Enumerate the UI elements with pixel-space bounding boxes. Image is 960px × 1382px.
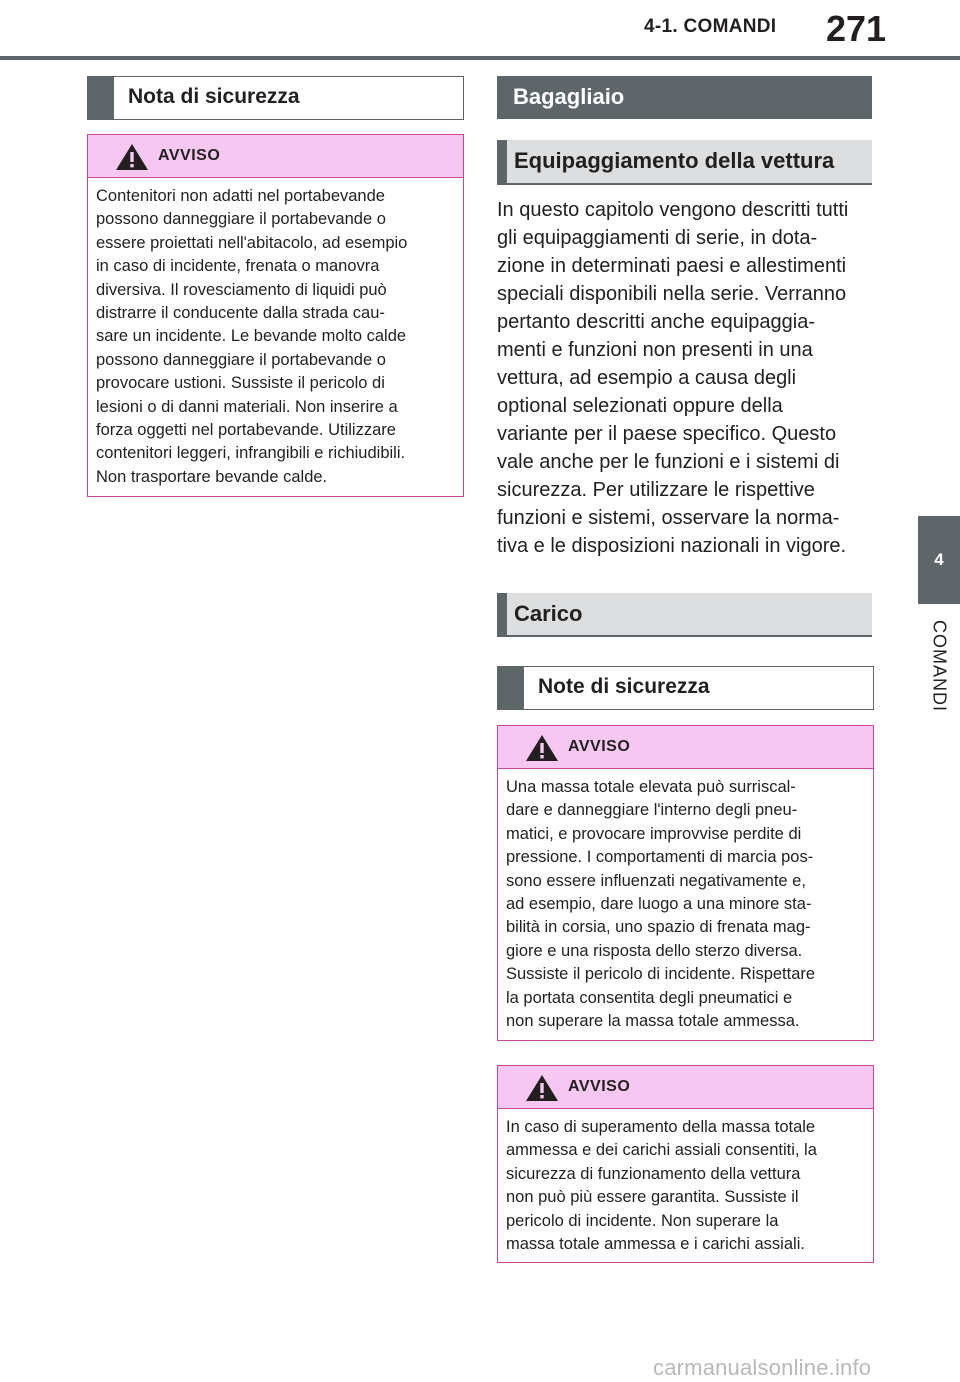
- text-line: distrarre il conducente dalla strada cau-: [96, 304, 385, 323]
- text-line: tiva e le disposizioni nazionali in vigore.: [497, 535, 847, 557]
- subsection-title-text: Carico: [514, 601, 583, 626]
- text-line: dare e danneggiare l'interno degli pneu-: [506, 801, 798, 820]
- section-title-bagagliaio: [497, 76, 872, 119]
- text-line: in caso di incidente, frenata o manovra: [96, 257, 380, 276]
- text-line: In caso di superamento della massa totale: [506, 1118, 816, 1136]
- text-line: sicurezza di funzionamento della vettura: [506, 1164, 801, 1183]
- text-line: pressione. I comportamenti di marcia pos-: [506, 848, 814, 867]
- watermark: carmanualsonline.info: [653, 1355, 872, 1380]
- text-line: possono danneggiare il portabevande o: [96, 210, 386, 229]
- warning-text: [506, 776, 867, 1033]
- text-line: Una massa totale elevata può surriscal-: [506, 778, 796, 796]
- warning-triangle-icon: [114, 142, 150, 172]
- text-line: sono essere influenzati negativamente e,: [506, 871, 806, 890]
- warning-text: [506, 1116, 867, 1256]
- warning-text: [96, 185, 457, 489]
- right-safety-heading: [497, 666, 874, 710]
- text-line: bilità in corsia, uno spazio di frenata mag-: [506, 918, 811, 937]
- warning-triangle-icon: [524, 733, 560, 763]
- right-warning-box-2: [497, 1065, 874, 1263]
- text-line: Contenitori non adatti nel portabevande: [96, 187, 385, 205]
- text-line: provocare ustioni. Sussiste il pericolo di: [96, 374, 385, 393]
- warning-label: AVVISO: [568, 738, 631, 755]
- warning-label: AVVISO: [568, 1078, 631, 1095]
- left-warning-box: [87, 134, 464, 497]
- heading-bar: [497, 593, 507, 635]
- text-line: Sussiste il pericolo di incidente. Rispettare: [506, 965, 816, 984]
- warning-header: [88, 135, 463, 178]
- text-line: zione in determinati paesi e allestimenti: [497, 255, 847, 277]
- right-safety-heading-text: Note di sicurezza: [538, 675, 710, 698]
- text-line: pericolo di incidente. Non superare la: [506, 1211, 779, 1230]
- subsection-title-text: Equipaggiamento della vettura: [514, 148, 835, 173]
- text-line: giore e una risposta dello sterzo diversa.: [506, 941, 803, 960]
- text-line: la portata consentita degli pneumatici e: [506, 988, 793, 1007]
- heading-bar: [497, 140, 507, 183]
- text-line: diversiva. Il rovesciamento di liquidi può: [96, 280, 387, 299]
- heading-bar: [498, 667, 524, 709]
- text-line: massa totale ammessa e i carichi assiali.: [506, 1235, 805, 1254]
- text-line: Non trasportare bevande calde.: [96, 467, 328, 486]
- text-line: sicurezza. Per utilizzare le rispettive: [497, 479, 815, 501]
- heading-bar: [88, 77, 114, 119]
- text-line: vettura, ad esempio a causa degli: [497, 367, 797, 389]
- left-safety-heading: [87, 76, 464, 120]
- subsection-carico: [497, 593, 872, 637]
- text-line: non può più essere garantita. Sussiste il: [506, 1188, 799, 1207]
- left-safety-heading-text: Nota di sicurezza: [128, 85, 300, 108]
- header-divider: [0, 56, 960, 60]
- text-line: In questo capitolo vengono descritti tutti: [497, 199, 849, 221]
- chapter-tab: 4: [918, 516, 960, 604]
- warning-header: [498, 726, 873, 769]
- warning-triangle-icon: [524, 1073, 560, 1103]
- text-line: non superare la massa totale ammessa.: [506, 1012, 800, 1031]
- text-line: variante per il paese specifico. Questo: [497, 423, 837, 445]
- text-line: speciali disponibili nella serie. Verranno: [497, 283, 847, 305]
- text-line: lesioni o di danni materiali. Non inserire a: [96, 397, 398, 416]
- text-line: ad esempio, dare luogo a una minore sta-: [506, 895, 812, 914]
- text-line: matici, e provocare improvvise perdite di: [506, 824, 802, 843]
- subsection-equipaggiamento: [497, 140, 872, 185]
- intro-paragraph: [497, 196, 848, 560]
- right-warning-box-1: [497, 725, 874, 1041]
- text-line: optional selezionati oppure della: [497, 395, 783, 417]
- text-line: contenitori leggeri, infrangibili e richiudibili.: [96, 444, 406, 463]
- warning-label: AVVISO: [158, 147, 221, 164]
- text-line: pertanto descritti anche equipaggia-: [497, 311, 815, 333]
- chapter-label: COMANDI: [929, 620, 950, 712]
- page-number: 271: [826, 8, 887, 49]
- text-line: funzioni e sistemi, osservare la norma-: [497, 507, 840, 529]
- text-line: gli equipaggiamenti di serie, in dota-: [497, 227, 818, 249]
- section-title-text: Bagagliaio: [513, 84, 625, 109]
- text-line: vale anche per le funzioni e i sistemi di: [497, 451, 840, 473]
- section-header: 4-1. COMANDI: [644, 16, 777, 37]
- warning-header: [498, 1066, 873, 1109]
- text-line: menti e funzioni non presenti in una: [497, 339, 813, 361]
- text-line: sare un incidente. Le bevande molto calde: [96, 327, 407, 346]
- text-line: forza oggetti nel portabevande. Utilizzare: [96, 421, 396, 440]
- text-line: ammessa e dei carichi assiali consentiti, la: [506, 1141, 817, 1160]
- text-line: essere proiettati nell'abitacolo, ad esempio: [96, 233, 408, 252]
- text-line: possono danneggiare il portabevande o: [96, 350, 386, 369]
